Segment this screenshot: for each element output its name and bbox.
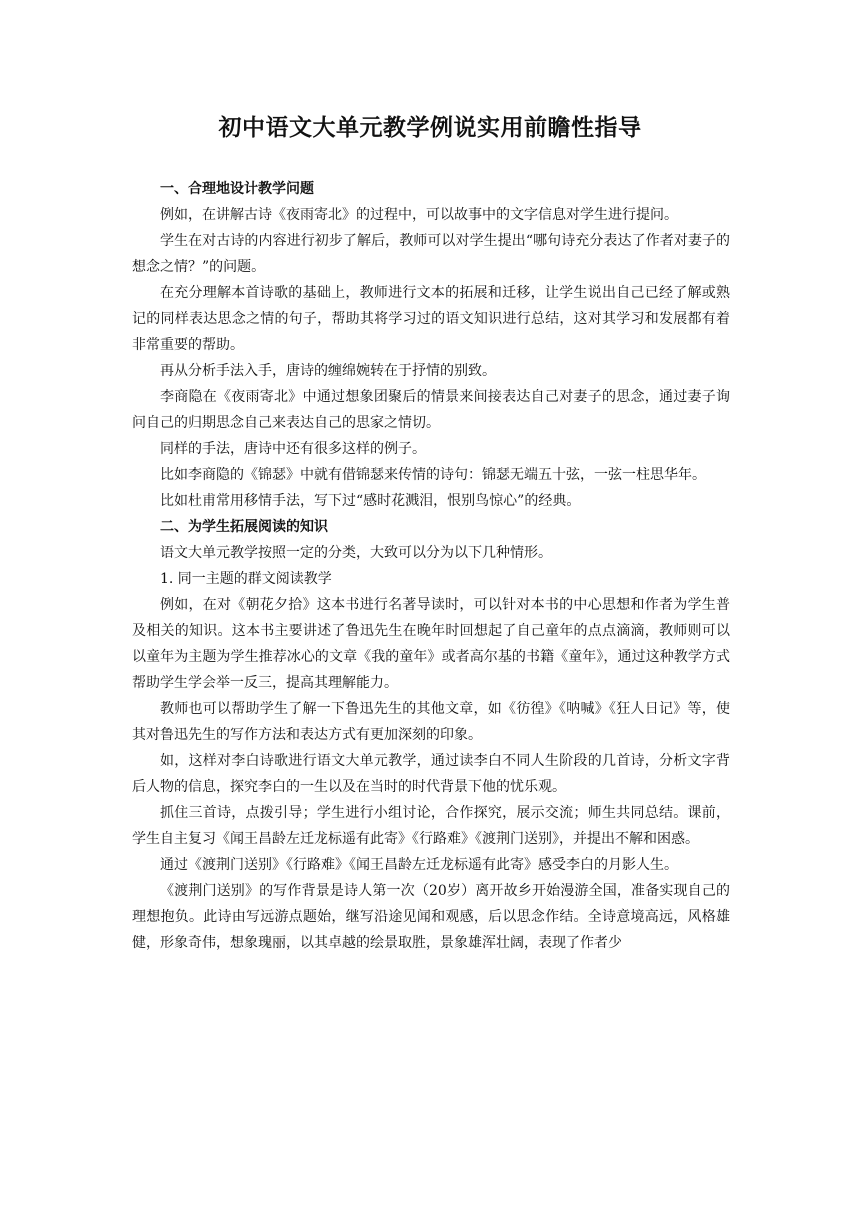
paragraph: 在充分理解本首诗歌的基础上，教师进行文本的拓展和迁移，让学生说出自己已经了解或熟记的同样表达思念之情的句子，帮助其将学习过的语文知识进行总结，这对其学习和发展都有着非常重要的帮助。 [132, 285, 730, 353]
paragraph: 1. 同一主题的群文阅读教学 [160, 571, 332, 587]
paragraph: 教师也可以帮助学生了解一下鲁迅先生的其他文章，如《彷徨》《呐喊》《狂人日记》等，使其对鲁迅先生的写作方法和表达方式有更加深刻的印象。 [132, 701, 730, 743]
paragraph: 如，这样对李白诗歌进行语文大单元教学，通过读李白不同人生阶段的几首诗，分析文字背后人物的信息，探究李白的一生以及在当时的时代背景下他的忧乐观。 [132, 753, 730, 795]
paragraph: 比如李商隐的《锦瑟》中就有借锦瑟来传情的诗句：锦瑟无端五十弦，一弦一柱思华年。 [160, 467, 706, 483]
section-heading: 一、合理地设计教学问题 [160, 181, 314, 197]
paragraph: 学生在对古诗的内容进行初步了解后，教师可以对学生提出“哪句诗充分表达了作者对妻子的想念之情？”的问题。 [132, 233, 730, 275]
paragraph: 例如，在对《朝花夕拾》这本书进行名著导读时，可以针对本书的中心思想和作者为学生普及相关的知识。这本书主要讲述了鲁迅先生在晚年时回想起了自己童年的点点滴滴，教师则可以以童年为主题为学生推荐冰心的文章《我的童年》或者高尔基的书籍《童年》，通过这种教学方式帮助学生学会举一反三，提高其理解能力。 [132, 597, 730, 691]
paragraph: 抓住三首诗，点拨引导；学生进行小组讨论，合作探究，展示交流；师生共同总结。课前，学生自主复习《闻王昌龄左迁龙标遥有此寄》《行路难》《渡荆门送别》，并提出不解和困惑。 [132, 805, 730, 847]
paragraph: 例如，在讲解古诗《夜雨寄北》的过程中，可以故事中的文字信息对学生进行提问。 [160, 207, 678, 223]
paragraph: 《渡荆门送别》的写作背景是诗人第一次（20岁）离开故乡开始漫游全国，准备实现自己的理想抱负。此诗由写远游点题始，继写沿途见闻和观感，后以思念作结。全诗意境高远，风格雄健，形象奇伟，想象瑰丽，以其卓越的绘景取胜，景象雄浑壮阔，表现了作者少 [132, 883, 730, 951]
paragraph: 比如杜甫常用移情手法，写下过“感时花溅泪，恨别鸟惊心”的经典。 [160, 493, 581, 509]
paragraph: 语文大单元教学按照一定的分类，大致可以分为以下几种情形。 [160, 545, 552, 561]
paragraph: 李商隐在《夜雨寄北》中通过想象团聚后的情景来间接表达自己对妻子的思念，通过妻子询问自己的归期思念自己来表达自己的思家之情切。 [132, 389, 730, 431]
section-heading: 二、为学生拓展阅读的知识 [160, 519, 328, 535]
document-body [132, 176, 730, 956]
paragraph: 再从分析手法入手，唐诗的缠绵婉转在于抒情的别致。 [160, 363, 496, 379]
paragraph: 通过《渡荆门送别》《行路难》《闻王昌龄左迁龙标遥有此寄》感受李白的月影人生。 [160, 857, 678, 873]
document-title: 初中语文大单元教学例说实用前瞻性指导 [218, 115, 642, 141]
paragraph: 同样的手法，唐诗中还有很多这样的例子。 [160, 441, 426, 457]
